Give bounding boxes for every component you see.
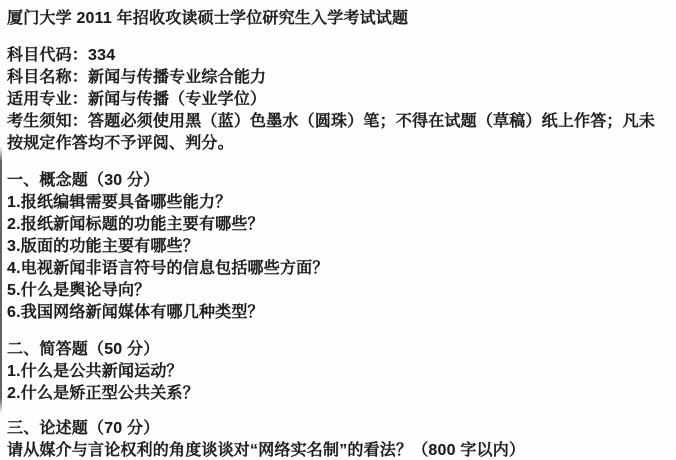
section-essay-question	[7, 418, 669, 460]
question-item: 5.什么是舆论导向？	[7, 282, 151, 299]
question-item: 4.电视新闻非语言符号的信息包括哪些方面？	[7, 260, 329, 277]
applicable-major-line	[7, 89, 669, 111]
subject-name-line	[7, 67, 669, 89]
question-item: 2.什么是矫正型公共关系？	[7, 385, 199, 402]
section-concept-questions	[7, 170, 669, 324]
section-heading: 二、简答题（50 分）	[7, 341, 160, 358]
applicable-major-value: 新闻与传播（专业学位）	[88, 91, 267, 108]
question-item: 请从媒介与言论权利的角度谈谈对“网络实名制”的看法？（800 字以内）	[7, 442, 526, 459]
candidate-notice	[7, 111, 669, 155]
question-item: 2.报纸新闻标题的功能主要有哪些？	[7, 216, 264, 233]
question-item: 3.版面的功能主要有哪些？	[7, 238, 199, 255]
subject-code-label: 科目代码：	[7, 47, 89, 64]
notice-text: 答题必须使用黑（蓝）色墨水（圆珠）笔；不得在试题（草稿）纸上作答；凡未按规定作答均不予评阅、判分。	[7, 113, 656, 152]
scan-artifact-line	[0, 146, 2, 414]
notice-label: 考生须知：	[7, 113, 89, 130]
subject-name-label: 科目名称：	[7, 69, 89, 86]
exam-meta-block	[7, 45, 669, 155]
section-heading: 一、概念题（30 分）	[7, 172, 160, 189]
applicable-major-label: 适用专业：	[7, 91, 89, 108]
subject-code-line	[7, 45, 669, 67]
section-short-answer-questions	[7, 339, 669, 405]
question-item: 1.什么是公共新闻运动？	[7, 363, 183, 380]
subject-name-value: 新闻与传播专业综合能力	[88, 69, 267, 86]
section-heading: 三、论述题（70 分）	[7, 420, 160, 437]
question-item: 1.报纸编辑需要具备哪些能力？	[7, 194, 232, 211]
exam-title: 厦门大学 2011 年招收攻读硕士学位研究生入学考试试题	[7, 10, 409, 27]
question-item: 6.我国网络新闻媒体有哪几种类型？	[7, 304, 264, 321]
subject-code-value: 334	[88, 47, 116, 64]
